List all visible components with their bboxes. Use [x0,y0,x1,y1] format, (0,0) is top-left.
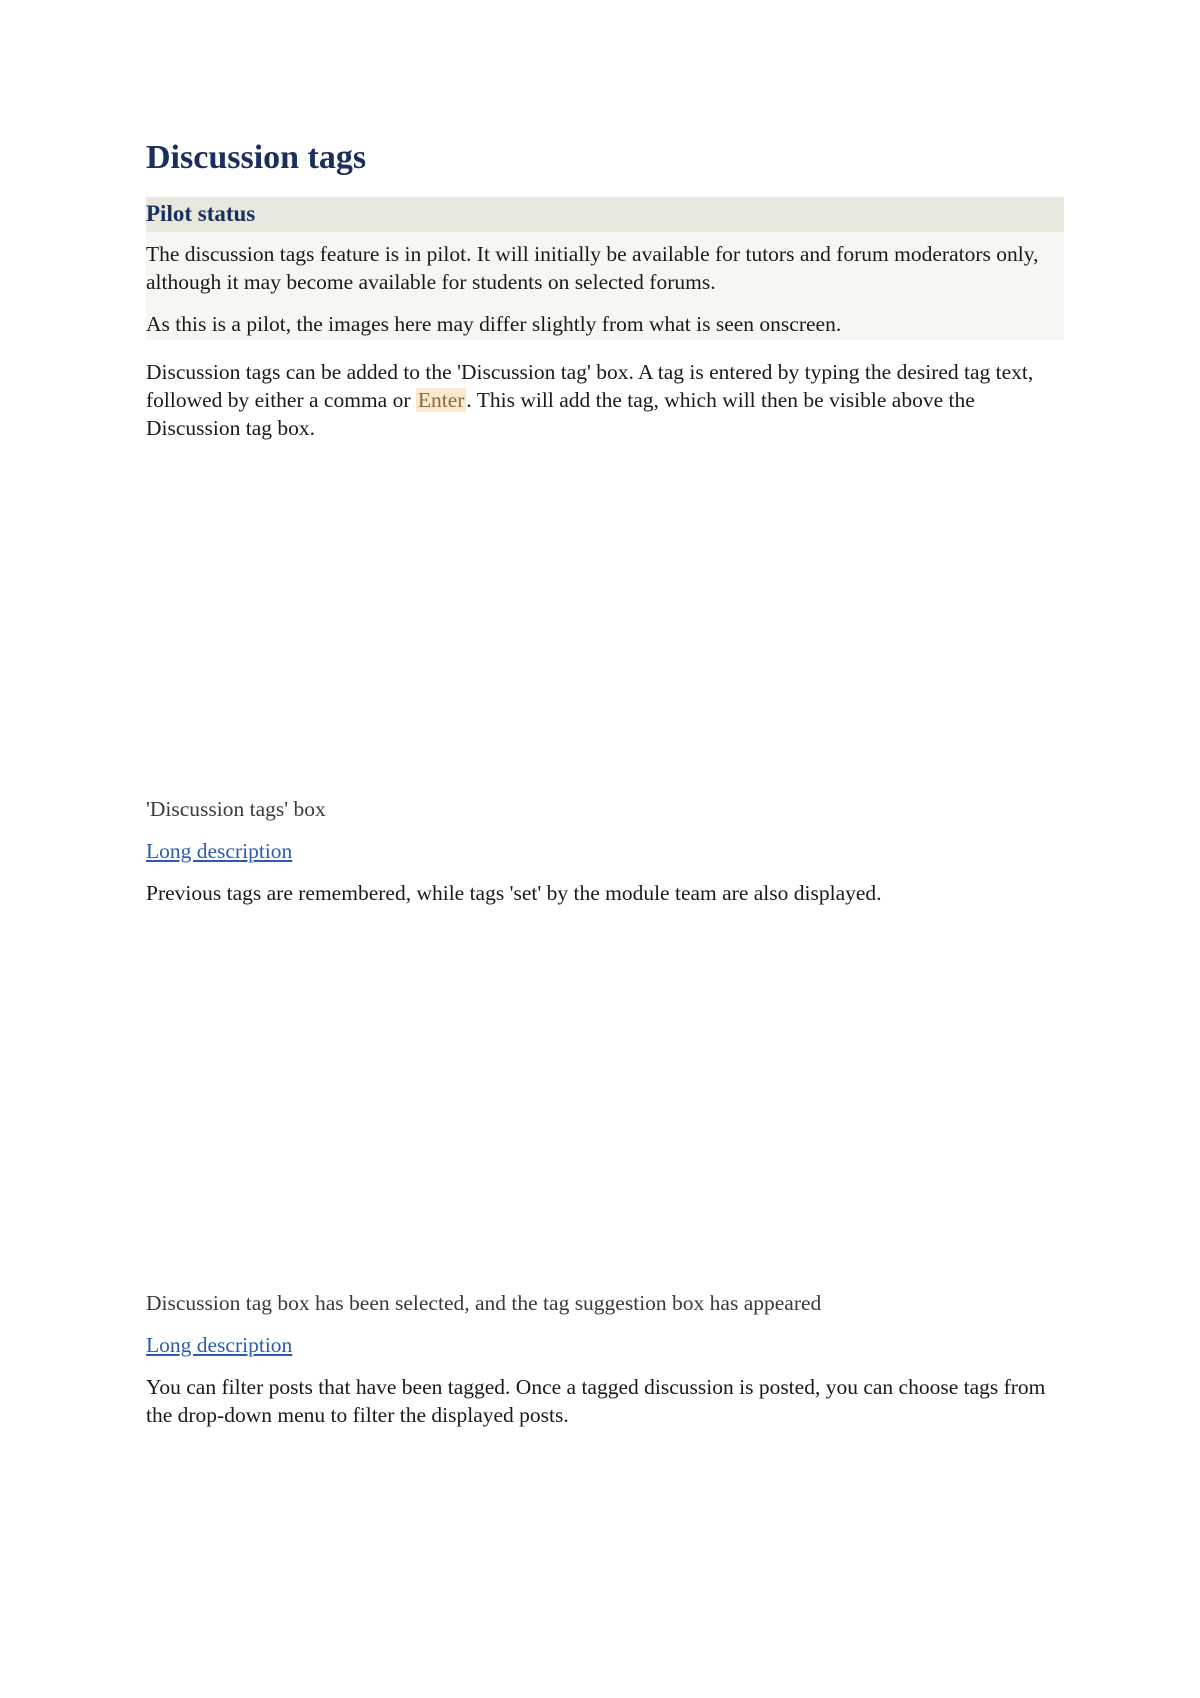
figure-2-caption: Discussion tag box has been selected, and the tag suggestion box has appeared [146,1290,822,1315]
pilot-status-heading: Pilot status [146,197,1064,232]
pilot-status-paragraph-2: As this is a pilot, the images here may differ slightly from what is seen onscreen. [146,311,842,336]
pilot-status-paragraph-1: The discussion tags feature is in pilot. It will initially be available for tutors and forum moderators only, although it may become available for students on selected forums. [146,241,1039,294]
enter-key-highlight: Enter [417,387,465,412]
figure-1-long-description-link[interactable]: Long description [146,838,293,863]
intro-text-end: . This will add the tag, which will then be visible above the Discussion tag box. [146,387,975,440]
figure-2-image-area [146,907,1064,1289]
intro-paragraph [146,358,1064,442]
page-title: Discussion tags [146,139,367,176]
figure-2-long-description-link[interactable]: Long description [146,1332,293,1357]
figure-1-image-area [146,442,1064,795]
pilot-status-body [146,232,1064,340]
pilot-status-box [146,197,1064,340]
figure-1-caption: 'Discussion tags' box [146,796,326,821]
previous-tags-paragraph: Previous tags are remembered, while tags 'set' by the module team are also displayed. [146,880,882,905]
document-page [146,138,1064,1429]
intro-text-start: Discussion tags can be added to the 'Discussion tag' box. A tag is entered by typing the desired tag text, followed by either a comma or [146,359,1034,412]
filter-posts-paragraph: You can filter posts that have been tagged. Once a tagged discussion is posted, you can choose tags from the drop-down menu to filter the displayed posts. [146,1374,1046,1427]
